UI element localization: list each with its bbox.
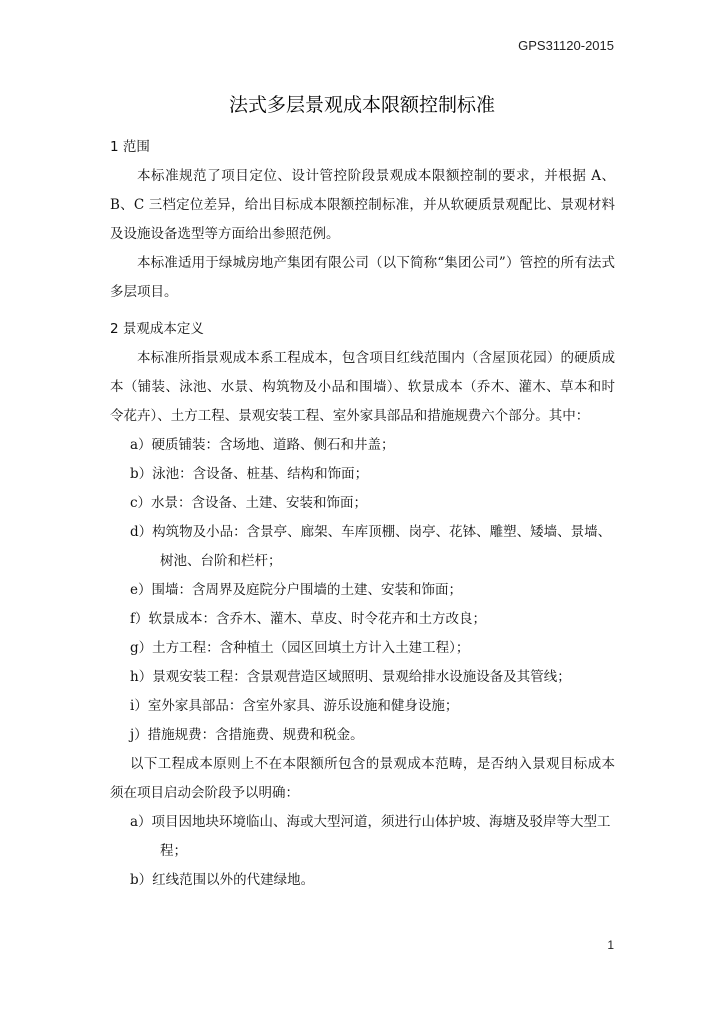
section-heading-scope: 1 范围 [110,139,150,155]
document-code: GPS31120-2015 [518,38,614,53]
list-item: b）泳池：含设备、桩基、结构和饰面； [130,466,369,482]
list-item: a）项目因地块环境临山、海或大型河道，须进行山体护坡、海塘及驳岸等大型工程； [130,814,611,859]
page-number: 1 [607,938,614,952]
list-item: d）构筑物及小品：含景亭、廊架、车库顶棚、岗亭、花钵、雕塑、矮墙、景墙、树池、台阶和栏杆； [130,524,612,569]
paragraph: 本标准所指景观成本系工程成本，包含项目红线范围内（含屋顶花园）的硬质成本（铺装、泳池、水景、构筑物及小品和围墙）、软景成本（乔木、灌木、草本和时令花卉）、土方工程、景观安装工程、室外家具部品和措施规费六个部分。其中： [110,350,615,424]
list-item: g）土方工程：含种植土（园区回填土方计入土建工程）； [130,640,470,656]
list-item: c）水景：含设备、土建、安装和饰面； [130,495,368,511]
definition-list [110,431,615,750]
document-title: 法式多层景观成本限额控制标准 [228,94,495,116]
list-item: j）措施规费：含措施费、规费和税金。 [130,727,364,743]
paragraph: 本标准适用于绿城房地产集团有限公司（以下简称“集团公司”）管控的所有法式多层项目。 [110,255,615,300]
spacer [110,307,615,315]
paragraph: 以下工程成本原则上不在本限额所包含的景观成本范畴，是否纳入景观目标成本须在项目启动会阶段予以明确： [110,756,615,801]
list-item: f）软景成本：含乔木、灌木、草皮、时令花卉和土方改良； [130,611,486,627]
list-item: a）硬质铺装：含场地、道路、侧石和井盖； [130,437,395,453]
list-item: i）室外家具部品：含室外家具、游乐设施和健身设施； [130,698,459,714]
paragraph: 本标准规范了项目定位、设计管控阶段景观成本限额控制的要求，并根据 A、B、C 三档定位差异，给出目标成本限额控制标准，并从软硬质景观配比、景观材料及设施设备选型等方面给出参照范例。 [110,168,615,242]
list-item: e）围墙：含周界及庭院分户围墙的土建、安装和饰面； [130,582,462,598]
list-item: b）红线范围以外的代建绿地。 [130,872,315,888]
list-item: h）景观安装工程：含景观营造区域照明、景观给排水设施设备及其管线； [130,669,571,685]
document-body [110,133,615,895]
exclusion-list [110,808,615,895]
section-heading-definition: 2 景观成本定义 [110,321,204,337]
